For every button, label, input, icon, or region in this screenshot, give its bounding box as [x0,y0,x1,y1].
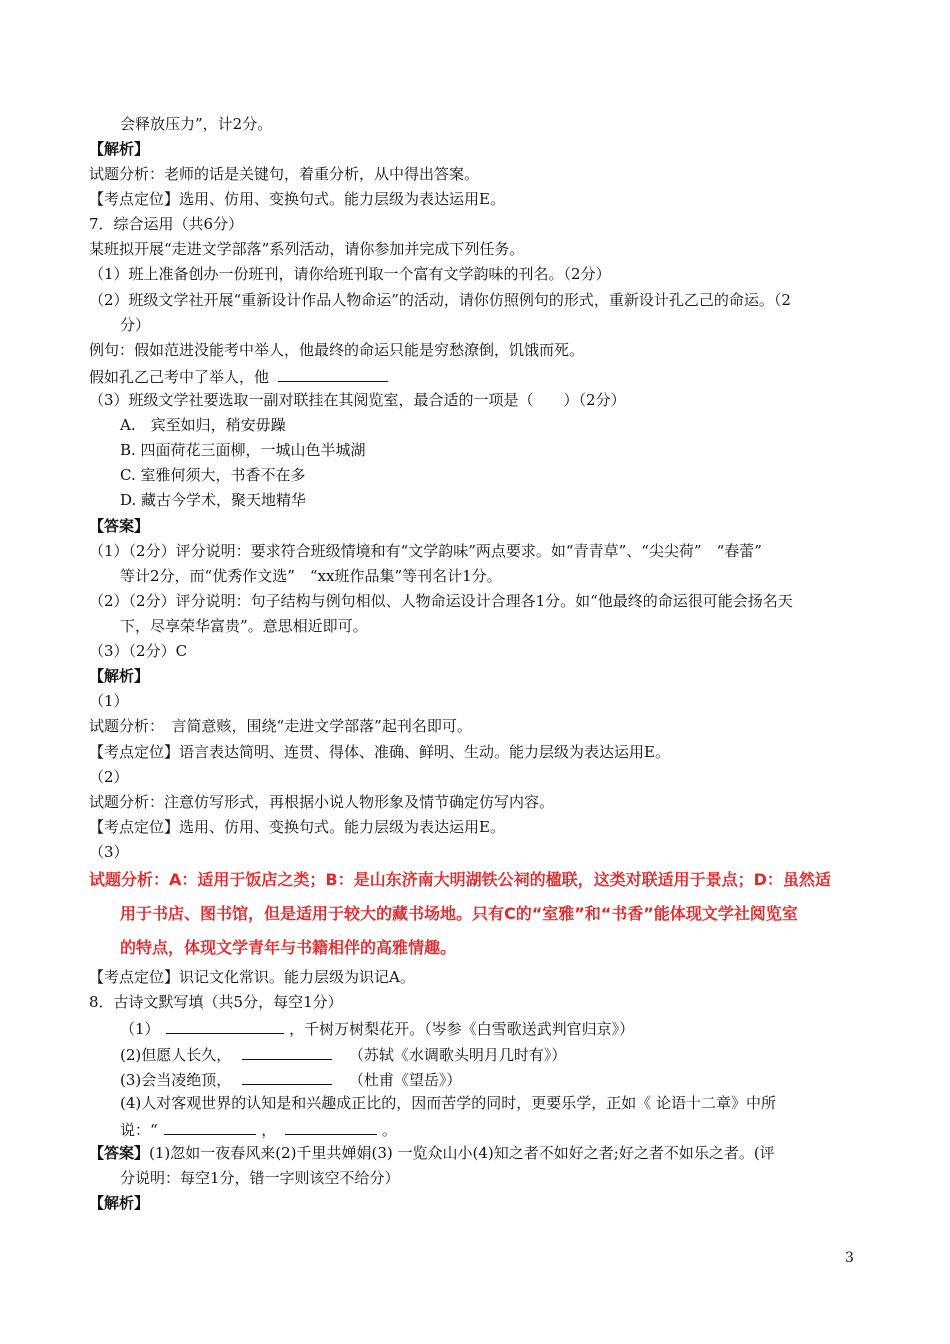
text-line: 等计2分，而“优秀作文选” “xx班作品集”等刊名计1分。 [120,567,502,585]
text-line: （2）班级文学社开展“重新设计作品人物命运”的活动，请你仿照例句的形式，重新设计孔乙己的命运。（2 [89,291,791,309]
text-line: 会释放压力”，计2分。 [120,115,273,133]
text-line: 下，尽享荣华富贵”。意思相近即可。 [120,617,368,635]
text-line: 试题分析：注意仿写形式，再根据小说人物形象及情节确定仿写内容。 [89,793,555,811]
text-line: 【考点定位】语言表达简明、连贯、得体、准确、鲜明、生动。能力层级为表达运用E。 [89,743,670,761]
section-heading: 【解析】 [89,140,150,158]
section-heading: 【解析】 [89,1194,150,1212]
answer-label: 【答案】 [89,1144,150,1162]
highlight-analysis-line: 用于书店、图书馆，但是适用于较大的藏书场地。只有C的“室雅”和“书香”能体现文学社阅览室 [120,904,798,923]
fill-prompt: 假如孔乙己考中了举人，他 [89,368,270,386]
answer-blank [242,1043,332,1060]
line-text: ， [261,1121,277,1139]
line-text: ，千树万树梨花开。（岑参《白雪歌送武判官归京》） [289,1020,635,1038]
text-line: （1） [89,692,129,710]
answer-blank [242,1068,332,1085]
text-line: （2） [89,768,129,786]
text-line [120,1043,566,1065]
text-line: 某班拟开展“走进文学部落”系列活动，请你参加并完成下列任务。 [89,240,525,258]
text-line: 分说明：每空1分，错一字则该空不给分） [120,1169,400,1187]
line-text: (1)忽如一夜春风来(2)千里共婵娟(3) 一览众山小(4)知之者不如好之者;好之者不如乐之者。(评 [149,1144,775,1162]
text-line: （1）班上准备创办一份班刊，请你给班刊取一个富有文学韵味的刊名。（2分） [89,265,611,283]
text-line: 【考点定位】识记文化常识。能力层级为识记A。 [89,968,415,986]
text-line: (4)人对客观世界的认知是和兴趣成正比的，因而苦学的同时，更要乐学，正如《 论语十二章》中所 [120,1094,777,1112]
option-c: C. 室雅何须大，书香不在多 [120,466,306,484]
text-line: （1）（2分）评分说明：要求符合班级情境和有“文学韵味”两点要求。如“青青草”、“尖尖荷” “春蕾” [89,542,762,560]
text-line: 试题分析：老师的话是关键句，着重分析，从中得出答案。 [89,165,480,183]
option-a: A. 宾至如归，稍安毋躁 [120,416,286,434]
line-text: （杜甫《望岳》） [348,1071,462,1089]
text-line: （2）（2分）评分说明：句子结构与例句相似、人物命运设计合理各1分。如“他最终的命运很可能会扬名天 [89,592,793,610]
section-heading: 【答案】 [89,517,150,535]
text-line: 例句：假如范进没能考中举人，他最终的命运只能是穷愁潦倒，饥饿而死。 [89,341,585,359]
line-text: (2)但愿人长久， [120,1046,232,1064]
answer-blank [278,365,388,382]
text-line: （3）班级文学社要选取一副对联挂在其阅览室，最合适的一项是（ ）（2分） [89,391,626,409]
page-number: 3 [845,1250,854,1266]
text-line [89,1143,775,1163]
line-text: (3)会当凌绝顶， [120,1071,232,1089]
text-line [89,365,388,387]
highlight-analysis-line: 的特点，体现文学青年与书籍相伴的高雅情趣。 [120,938,457,957]
text-line: 试题分析： 言简意赅，围绕“走进文学部落”起刊名即可。 [89,717,472,735]
line-text: （苏轼《水调歌头明月几时有》） [348,1046,567,1064]
text-line: （3）（2分）C [89,642,188,660]
option-b: B. 四面荷花三面柳，一城山色半城湖 [120,441,366,459]
text-line: （3） [89,843,129,861]
text-line: 分） [120,316,151,334]
answer-blank [164,1118,256,1135]
question-heading: 8．古诗文默写填（共5分，每空1分） [89,993,343,1011]
answer-blank [285,1118,377,1135]
text-line [120,1118,397,1140]
highlight-analysis-line: 试题分析：A：适用于饭店之类；B：是山东济南大明湖铁公祠的楹联，这类对联适用于景点；D：虽然适 [89,870,831,889]
line-text: 说：“ [120,1121,158,1139]
question-heading: 7．综合运用（共6分） [89,215,244,233]
item-number: （1） [120,1020,160,1038]
text-line [120,1068,461,1090]
section-heading: 【解析】 [89,667,150,685]
line-text: 。 [381,1121,397,1139]
answer-blank [166,1017,284,1034]
option-d: D. 藏古今学术，聚天地精华 [120,491,307,509]
text-line: 【考点定位】选用、仿用、变换句式。能力层级为表达运用E。 [89,190,505,208]
text-line [120,1017,634,1039]
text-line: 【考点定位】选用、仿用、变换句式。能力层级为表达运用E。 [89,818,505,836]
